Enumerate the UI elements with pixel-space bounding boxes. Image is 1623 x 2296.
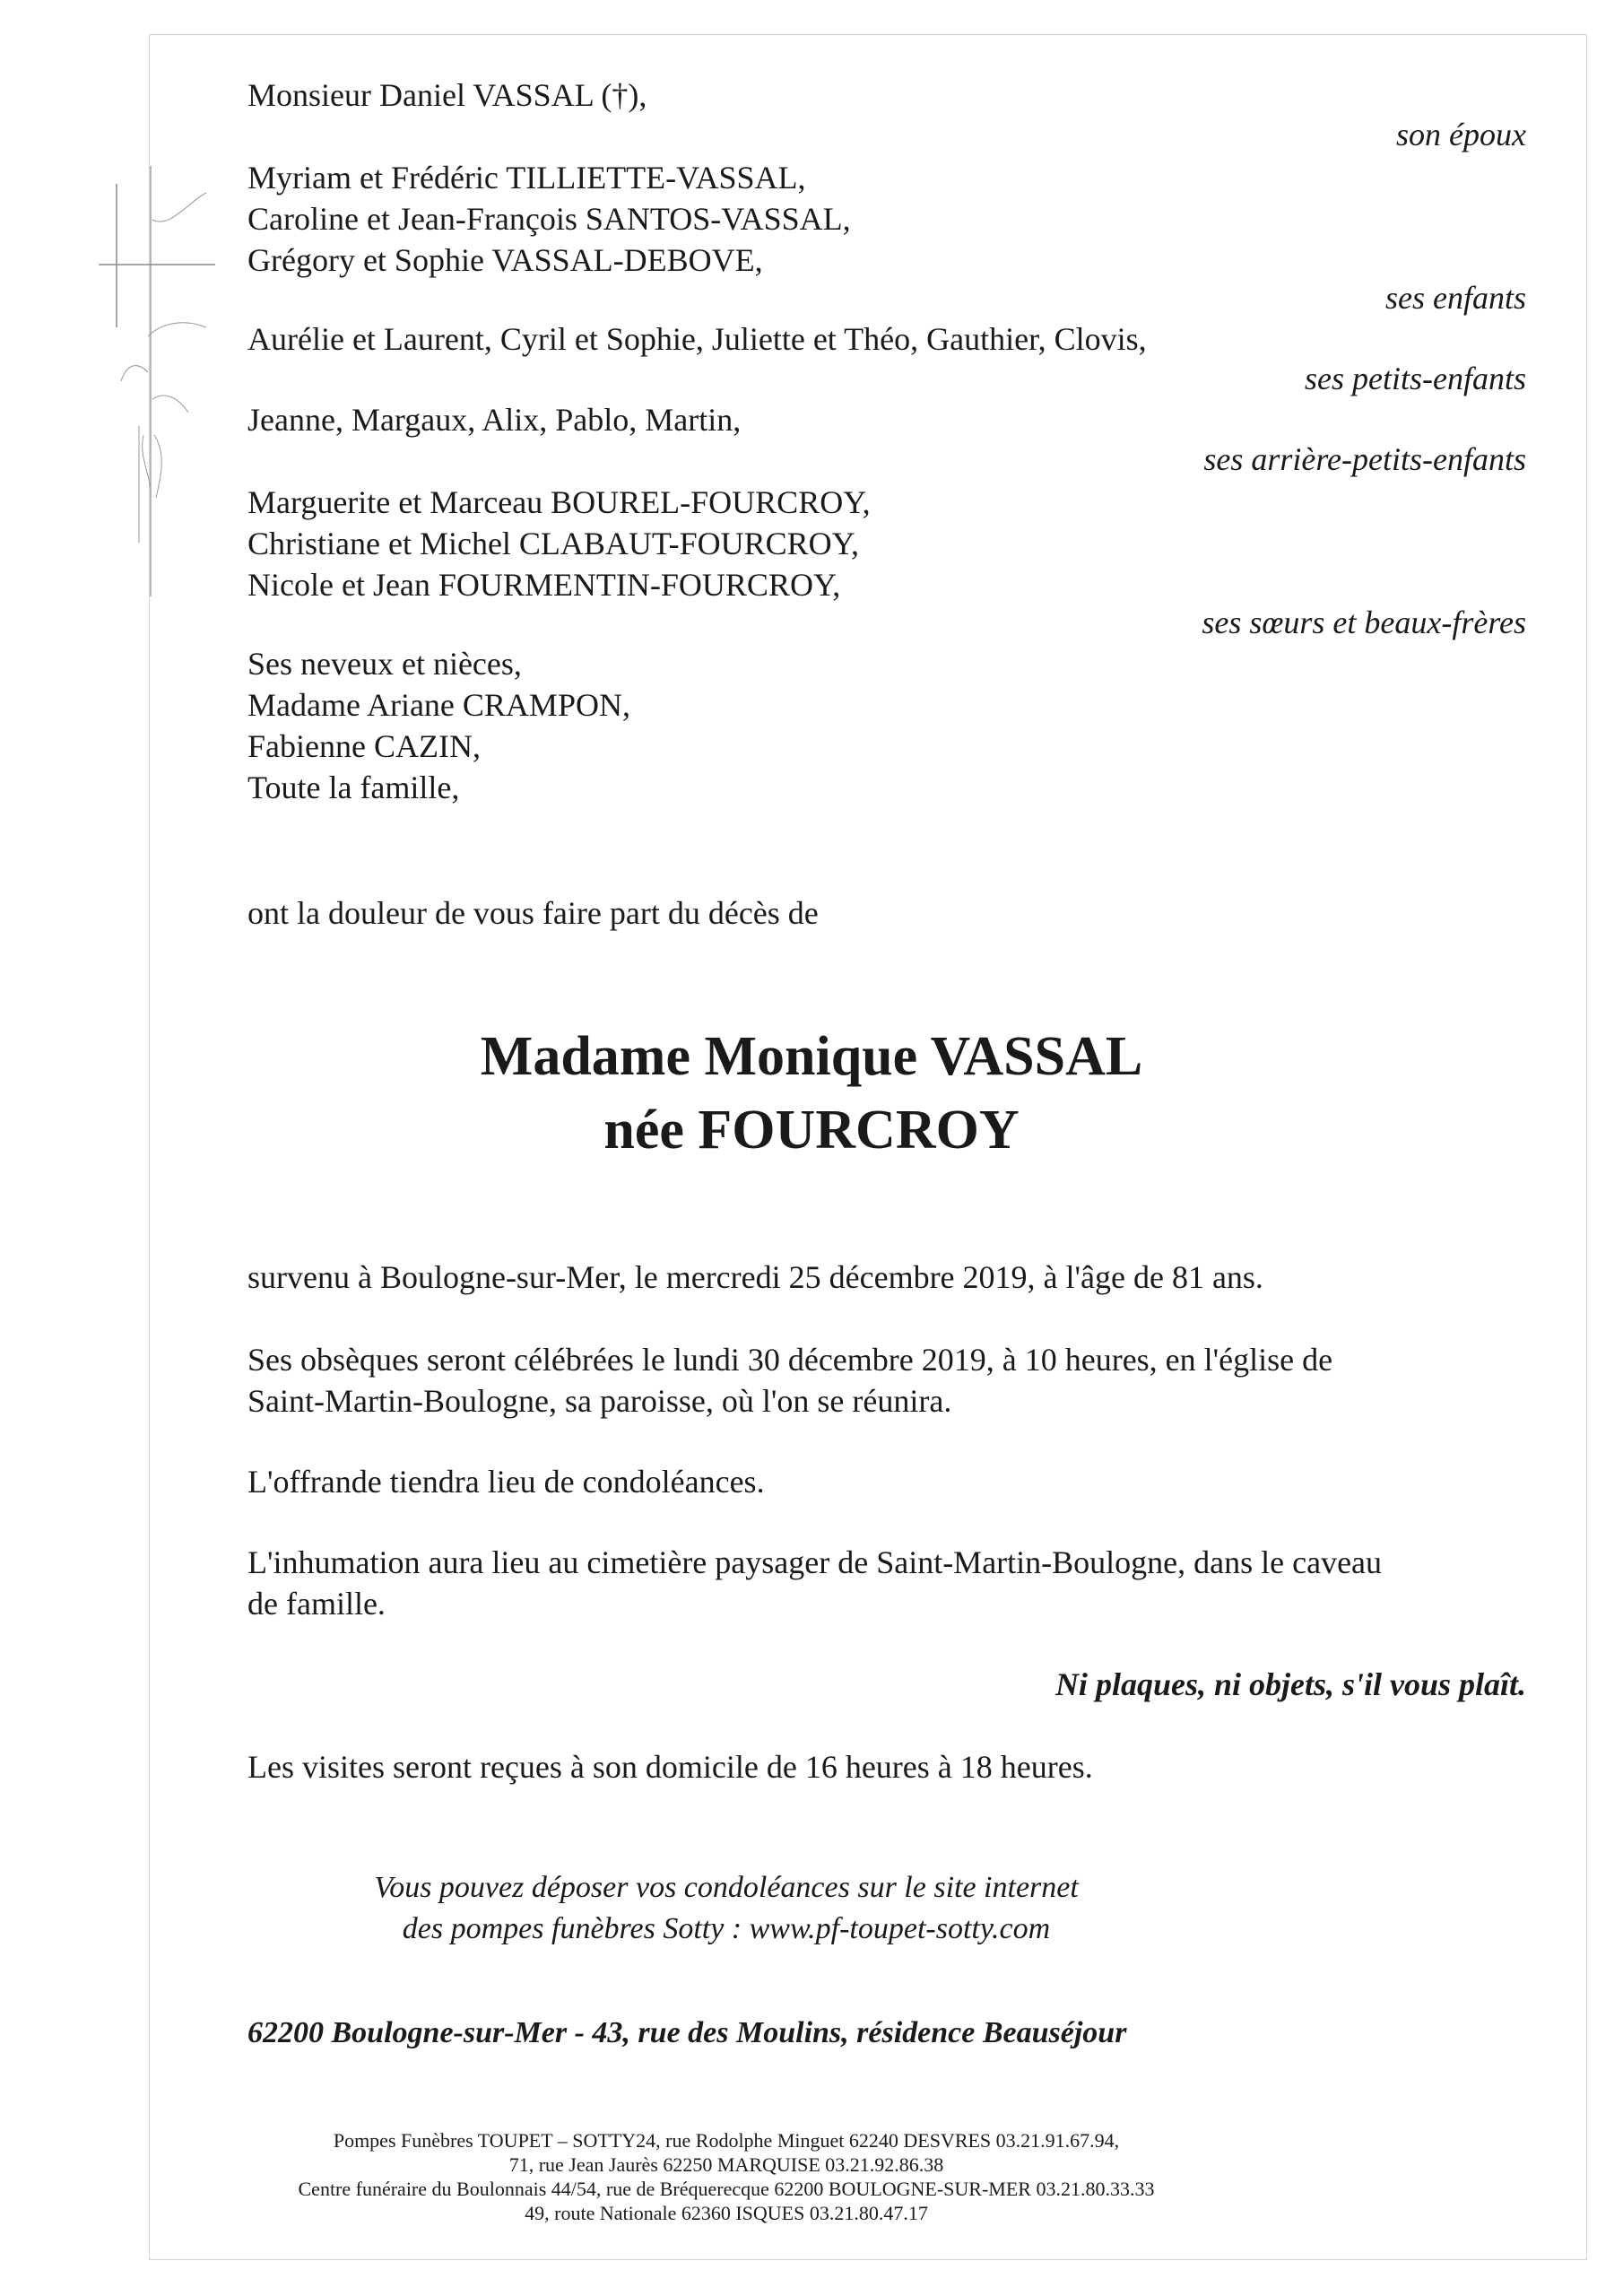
deceased-name: Madame Monique VASSAL	[480, 1026, 1143, 1087]
child-line: Grégory et Sophie VASSAL-DEBOVE,	[247, 242, 763, 278]
sibling-line: Christiane et Michel CLABAUT-FOURCROY,	[247, 526, 860, 561]
sibling-line: Marguerite et Marceau BOUREL-FOURCROY,	[247, 484, 871, 520]
funeral-line: Ses obsèques seront célébrées le lundi 30 décembre 2019, à 10 heures, en l'église de	[247, 1342, 1333, 1378]
sibling-line: Nicole et Jean FOURMENTIN-FOURCROY,	[247, 567, 841, 603]
visits-info: Les visites seront reçues à son domicile de 16 heures à 18 heures.	[247, 1749, 1093, 1785]
child-line: Caroline et Jean-François SANTOS-VASSAL,	[247, 201, 851, 237]
grandchildren-role: ses petits-enfants	[1305, 361, 1526, 396]
announcement: ont la douleur de vous faire part du décès de	[247, 895, 819, 931]
cross-lily-icon	[99, 166, 215, 614]
others-line: Ses neveux et nièces,	[247, 646, 522, 682]
great-grandchildren-line: Jeanne, Margaux, Alix, Pablo, Martin,	[247, 402, 742, 438]
others-line: Fabienne CAZIN,	[247, 728, 481, 764]
address: 62200 Boulogne-sur-Mer - 43, rue des Moulins, résidence Beauséjour	[247, 2016, 1127, 2049]
burial-line: de famille.	[247, 1586, 386, 1622]
spouse-name: Monsieur Daniel VASSAL (†),	[247, 77, 647, 113]
children-role: ses enfants	[1385, 280, 1526, 316]
condolences-line: Vous pouvez déposer vos condoléances sur le site internet	[374, 1871, 1079, 1904]
burial-line: L'inhumation aura lieu au cimetière paysager de Saint-Martin-Boulogne, dans le caveau	[247, 1544, 1383, 1580]
condolences-line: des pompes funèbres Sotty : www.pf-toupet-sotty.com	[402, 1912, 1051, 1945]
others-line: Toute la famille,	[247, 770, 460, 805]
child-line: Myriam et Frédéric TILLIETTE-VASSAL,	[247, 160, 806, 196]
deceased-maiden-name: née FOURCROY	[603, 1100, 1020, 1161]
siblings-role: ses sœurs et beaux-frères	[1202, 604, 1526, 640]
offering: L'offrande tiendra lieu de condoléances.	[247, 1464, 765, 1500]
spouse-role: son époux	[1396, 117, 1526, 152]
footer-line: Pompes Funèbres TOUPET – SOTTY24, rue Rodolphe Minguet 62240 DESVRES 03.21.91.67.94,	[333, 2129, 1120, 2152]
great-grandchildren-role: ses arrière-petits-enfants	[1203, 441, 1526, 477]
footer-line: Centre funéraire du Boulonnais 44/54, rue de Bréquerecque 62200 BOULOGNE-SUR-MER 03.21.80.33.33	[298, 2178, 1155, 2200]
no-flowers-notice: Ni plaques, ni objets, s'il vous plaît.	[1055, 1666, 1526, 1702]
grandchildren-line: Aurélie et Laurent, Cyril et Sophie, Juliette et Théo, Gauthier, Clovis,	[247, 321, 1147, 357]
funeral-line: Saint-Martin-Boulogne, sa paroisse, où l'on se réunira.	[247, 1383, 952, 1419]
death-info: survenu à Boulogne-sur-Mer, le mercredi 25 décembre 2019, à l'âge de 81 ans.	[247, 1259, 1263, 1295]
footer-line: 49, route Nationale 62360 ISQUES 03.21.80.47.17	[525, 2202, 928, 2224]
footer-line: 71, rue Jean Jaurès 62250 MARQUISE 03.21.92.86.38	[508, 2153, 944, 2176]
others-line: Madame Ariane CRAMPON,	[247, 687, 630, 723]
